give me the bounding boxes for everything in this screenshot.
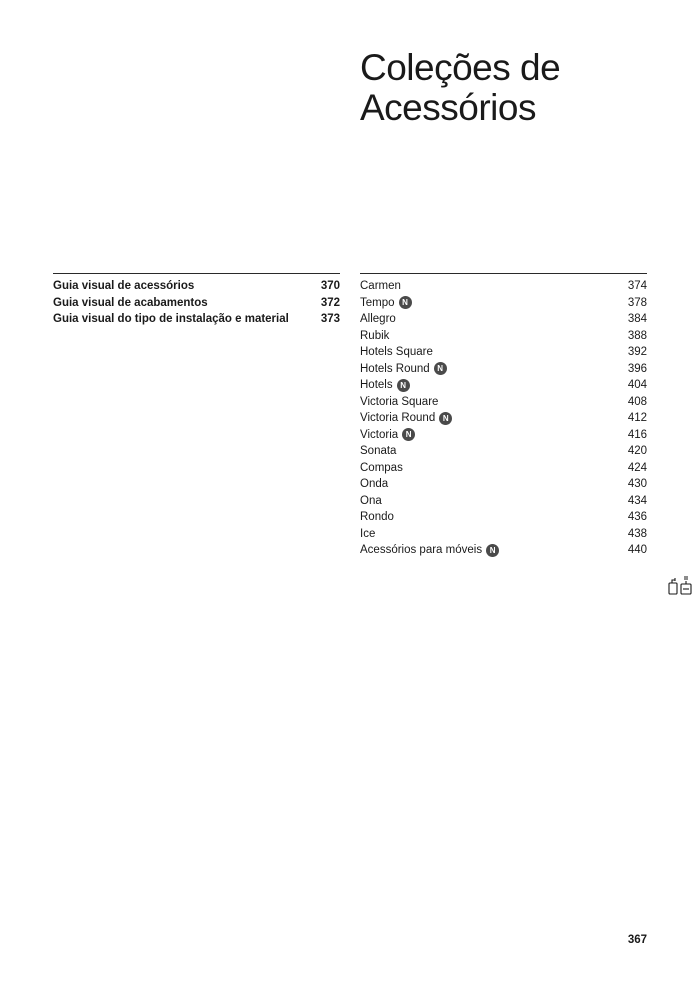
toc-page: 420 — [627, 445, 647, 457]
toc-label: Sonata — [360, 445, 397, 457]
toc-label: Hotels — [360, 379, 393, 391]
toc-row[interactable] — [360, 394, 647, 411]
new-badge: N — [439, 412, 452, 425]
page-title-line-1: Coleções de — [360, 47, 561, 88]
toc-page: 408 — [627, 395, 647, 408]
toc-row[interactable] — [360, 493, 647, 510]
toc-label: Allegro — [360, 313, 396, 325]
page-number: 367 — [627, 934, 647, 946]
toc-label: Rubik — [360, 329, 390, 342]
toc-label: Tempo — [360, 296, 395, 309]
toc-page: 370 — [320, 280, 340, 292]
toc-page: 373 — [320, 313, 340, 325]
new-badge: N — [486, 544, 499, 557]
toc-page: 416 — [627, 428, 647, 441]
toc-page: 440 — [627, 544, 647, 556]
toc-page: 424 — [627, 461, 647, 474]
new-badge: N — [399, 296, 412, 309]
toc-page: 384 — [627, 313, 647, 325]
toc-label: Guia visual de acessórios — [53, 280, 195, 292]
toc-row[interactable] — [360, 410, 647, 427]
toc-row[interactable] — [360, 443, 647, 460]
new-badge: N — [434, 362, 447, 375]
toc-row[interactable] — [53, 311, 340, 328]
toc-row[interactable] — [360, 295, 647, 312]
toc-page: 374 — [627, 280, 647, 292]
toc-row[interactable] — [53, 295, 340, 312]
toc-page: 404 — [627, 379, 647, 391]
toc-row[interactable] — [360, 509, 647, 526]
page-title-line-2: Acessórios — [360, 87, 536, 128]
toc-label: Hotels Round — [360, 362, 430, 375]
toc-page: 392 — [627, 346, 647, 358]
toc-row[interactable] — [360, 476, 647, 493]
toc-page: 372 — [320, 296, 340, 309]
toc-label: Acessórios para móveis — [360, 544, 483, 556]
toc-label: Onda — [360, 478, 389, 490]
toc-page: 396 — [627, 362, 647, 375]
new-badge: N — [397, 379, 410, 392]
toc-label: Rondo — [360, 511, 394, 523]
toc-page: 388 — [627, 329, 647, 342]
toc-label: Hotels Square — [360, 346, 433, 358]
toc-label: Ona — [360, 494, 382, 507]
toc-row[interactable] — [360, 278, 647, 295]
page-title — [360, 48, 680, 128]
toc-row[interactable] — [360, 377, 647, 394]
toc-row[interactable] — [360, 361, 647, 378]
toc-label: Guia visual de acabamentos — [53, 296, 208, 309]
toc-label: Carmen — [360, 280, 401, 292]
guides-toc — [53, 273, 340, 328]
toc-row[interactable] — [360, 328, 647, 345]
toc-row[interactable] — [360, 427, 647, 444]
bathroom-accessories-icon — [667, 575, 693, 595]
toc-page: 412 — [627, 412, 647, 424]
toc-row[interactable] — [360, 526, 647, 543]
toc-label: Compas — [360, 461, 403, 474]
toc-row[interactable] — [360, 542, 647, 559]
toc-label: Ice — [360, 527, 376, 540]
toc-row[interactable] — [360, 311, 647, 328]
new-badge: N — [402, 428, 415, 441]
toc-page: 436 — [627, 511, 647, 523]
toc-label: Guia visual do tipo de instalação e material — [53, 313, 289, 325]
toc-page: 378 — [627, 296, 647, 309]
toc-row[interactable] — [53, 278, 340, 295]
toc-page: 430 — [627, 478, 647, 490]
toc-page: 438 — [627, 527, 647, 540]
toc-label: Victoria Square — [360, 395, 439, 408]
toc-row[interactable] — [360, 460, 647, 477]
collections-toc — [360, 273, 647, 559]
toc-label: Victoria — [360, 428, 399, 441]
toc-row[interactable] — [360, 344, 647, 361]
toc-page: 434 — [627, 494, 647, 507]
toc-label: Victoria Round — [360, 412, 436, 424]
